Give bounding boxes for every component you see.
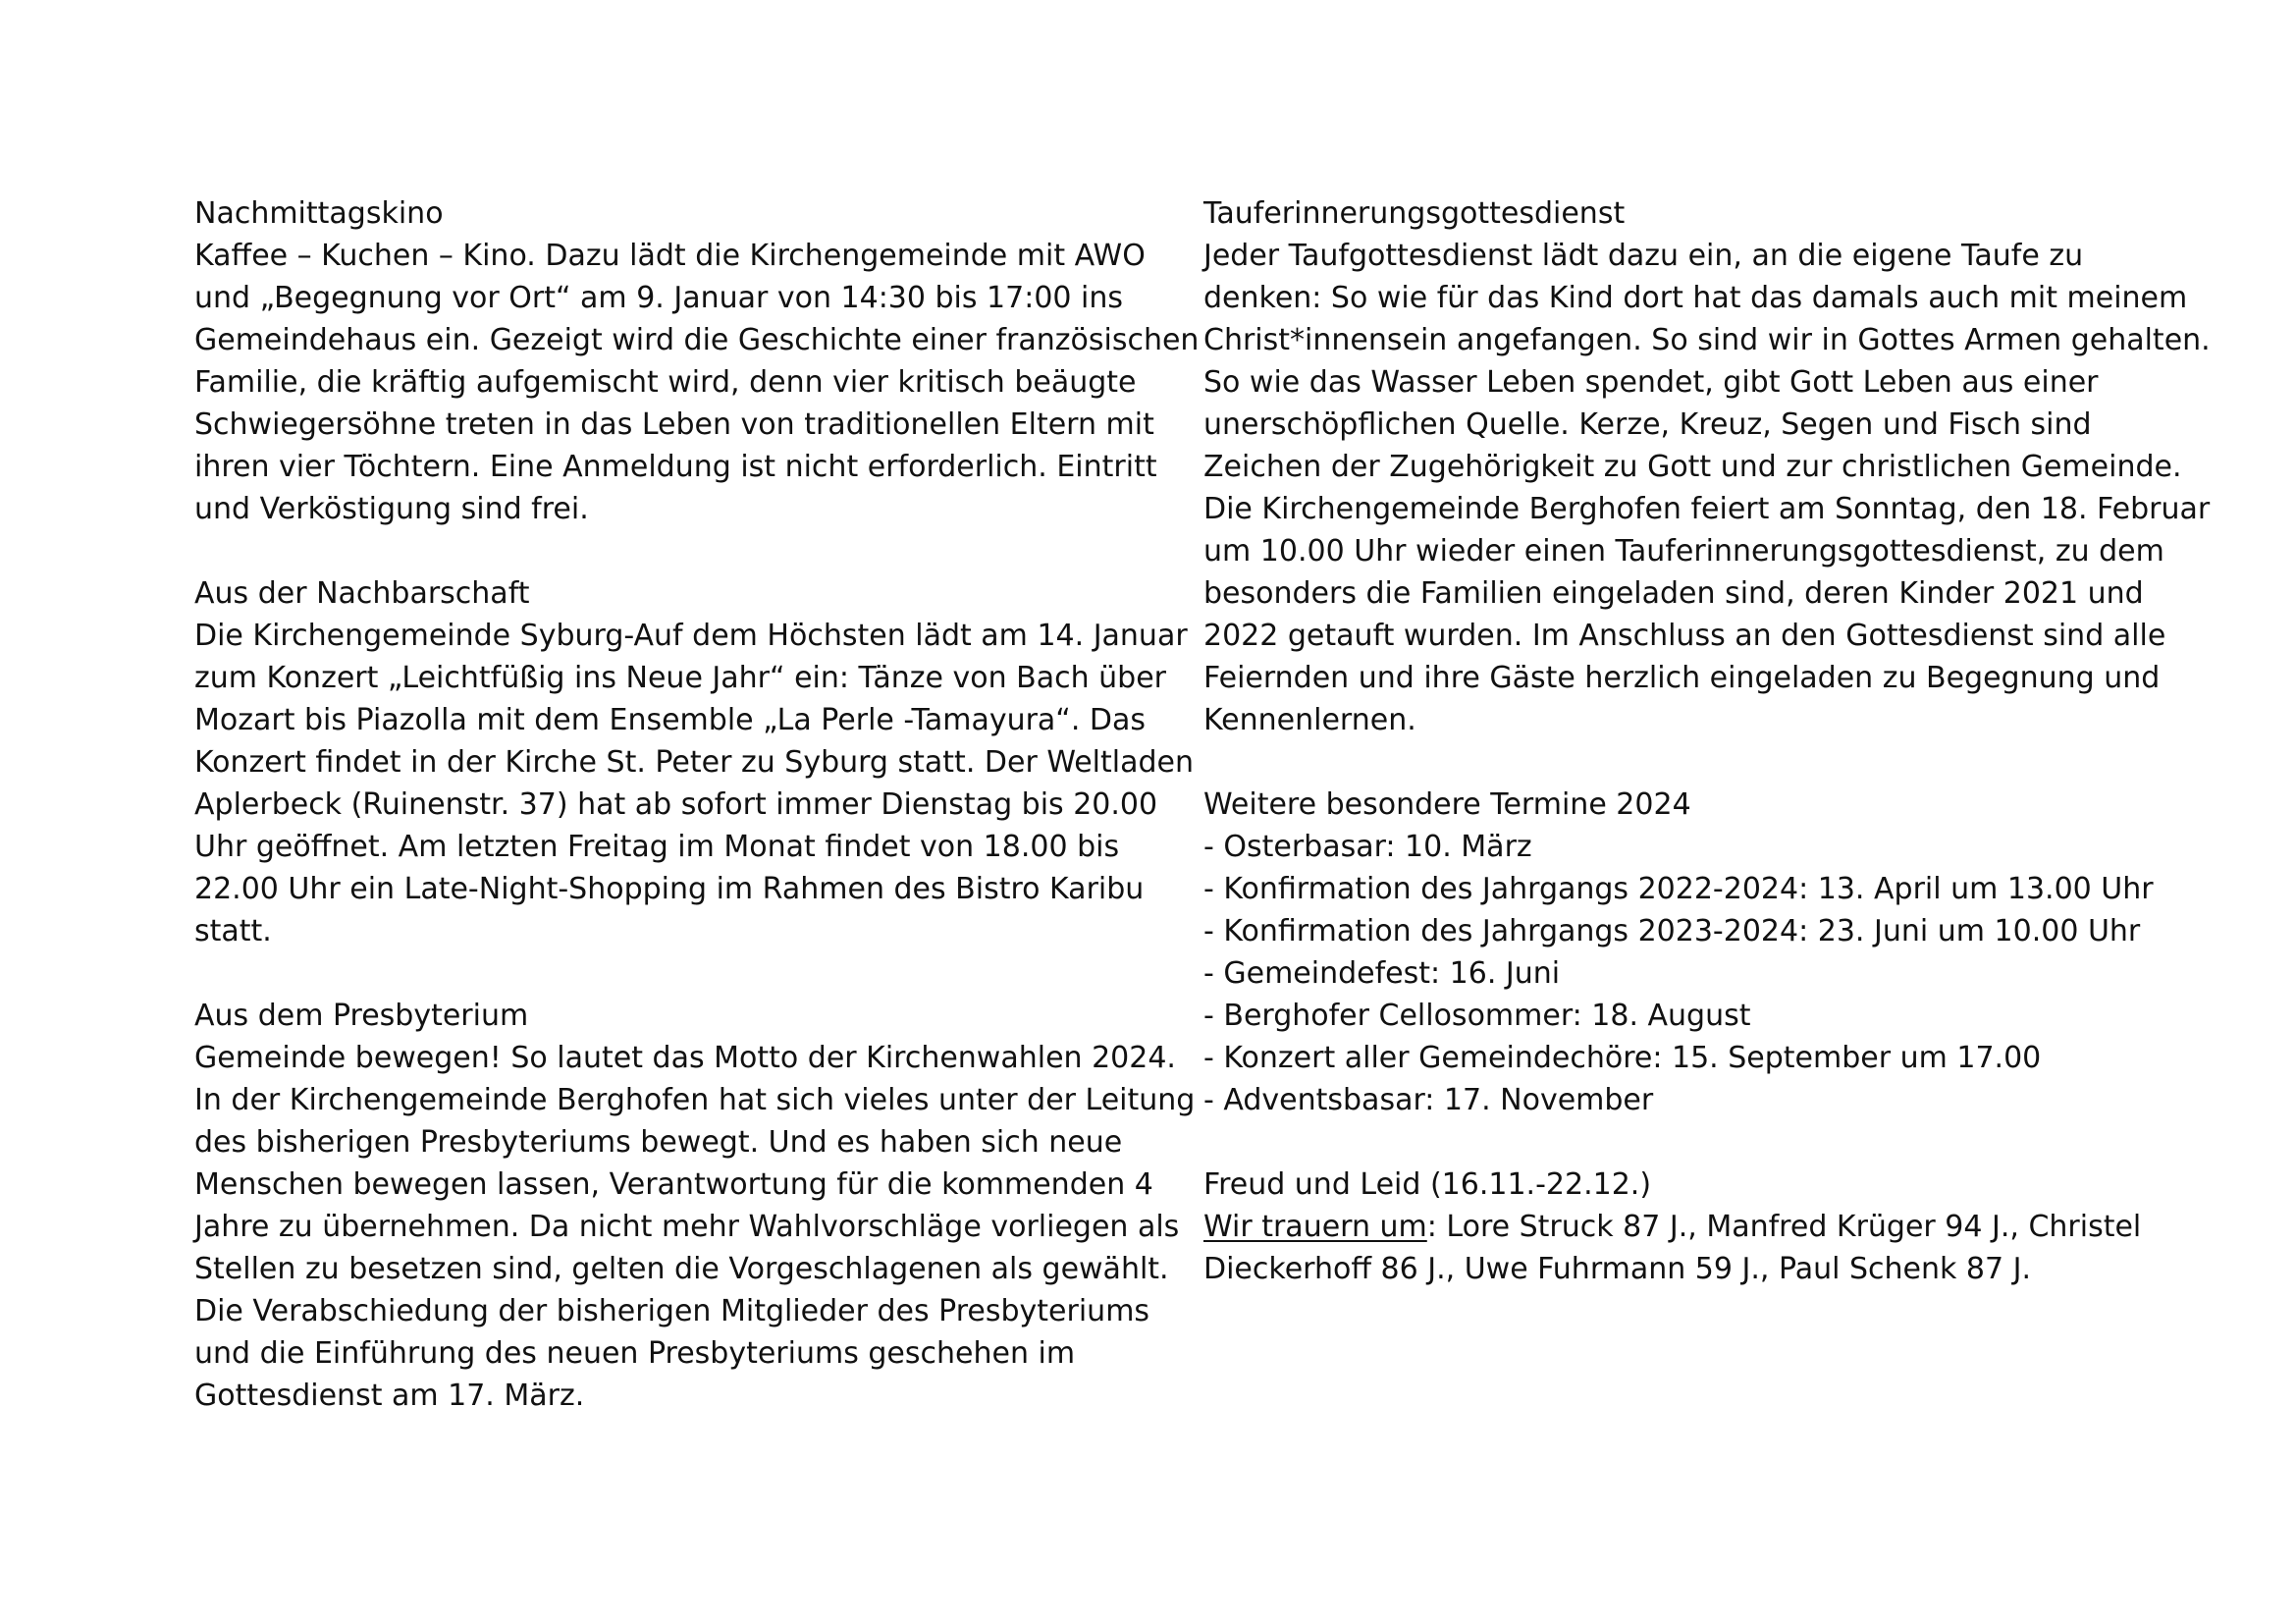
trauer-names-part-1: : Lore Struck 87 J., Manfred Krüger 94 J., Christel	[1426, 1210, 2142, 1244]
paragraph-line: In der Kirchengemeinde Berghofen hat sich vieles unter der Leitung	[194, 1083, 1196, 1117]
paragraph-line: Schwiegersöhne treten in das Leben von traditionellen Eltern mit	[194, 407, 1154, 442]
paragraph-line: zum Konzert „Leichtfüßig ins Neue Jahr“ ein: Tänze von Bach über	[194, 661, 1167, 695]
paragraph-line: Kennenlernen.	[1203, 703, 1416, 737]
paragraph-line: um 10.00 Uhr wieder einen Tauferinnerungsgottesdienst, zu dem	[1203, 534, 2164, 568]
list-item: - Konfirmation des Jahrgangs 2023-2024: 23. Juni um 10.00 Uhr	[1203, 914, 2141, 948]
paragraph-line: denken: So wie für das Kind dort hat das damals auch mit meinem	[1203, 281, 2188, 315]
section-termine-2024	[1203, 784, 2154, 1121]
section-heading: Freud und Leid (16.11.-22.12.)	[1203, 1167, 1652, 1202]
paragraph-line: Die Kirchengemeinde Syburg-Auf dem Höchsten lädt am 14. Januar	[194, 619, 1188, 653]
paragraph-line: Zeichen der Zugehörigkeit zu Gott und zur christlichen Gemeinde.	[1203, 450, 2182, 484]
section-tauferinnerung	[1203, 192, 2211, 741]
paragraph-line: Gemeinde bewegen! So lautet das Motto der Kirchenwahlen 2024.	[194, 1041, 1176, 1075]
section-presbyterium	[194, 995, 1196, 1417]
paragraph-line: Jeder Taufgottesdienst lädt dazu ein, an die eigene Taufe zu	[1203, 239, 2084, 273]
paragraph-line: Die Verabschiedung der bisherigen Mitglieder des Presbyteriums	[194, 1294, 1150, 1328]
section-heading: Aus der Nachbarschaft	[194, 576, 530, 611]
trauer-label: Wir trauern um	[1203, 1210, 1427, 1244]
paragraph-line: Mozart bis Piazolla mit dem Ensemble „La Perle -Tamayura“. Das	[194, 703, 1147, 737]
list-item: - Adventsbasar: 17. November	[1203, 1083, 1654, 1117]
paragraph-line: Uhr geöffnet. Am letzten Freitag im Monat findet von 18.00 bis	[194, 830, 1120, 864]
paragraph-line: Stellen zu besetzen sind, gelten die Vorgeschlagenen als gewählt.	[194, 1252, 1169, 1286]
paragraph-line: Menschen bewegen lassen, Verantwortung für die kommenden 4	[194, 1167, 1153, 1202]
paragraph-line: Familie, die kräftig aufgemischt wird, denn vier kritisch beäugte	[194, 365, 1137, 400]
section-heading: Weitere besondere Termine 2024	[1203, 787, 1691, 822]
paragraph-line: und Verköstigung sind frei.	[194, 492, 589, 526]
paragraph-line: Jahre zu übernehmen. Da nicht mehr Wahlvorschläge vorliegen als	[194, 1210, 1180, 1244]
paragraph-line: Feiernden und ihre Gäste herzlich eingeladen zu Begegnung und	[1203, 661, 2161, 695]
paragraph-line: Konzert findet in der Kirche St. Peter zu Syburg statt. Der Weltladen	[194, 745, 1195, 780]
section-heading: Aus dem Presbyterium	[194, 999, 529, 1033]
paragraph-line: Kaffee – Kuchen – Kino. Dazu lädt die Kirchengemeinde mit AWO	[194, 239, 1146, 273]
paragraph-line: des bisherigen Presbyteriums bewegt. Und es haben sich neue	[194, 1125, 1123, 1160]
left-column	[194, 192, 1200, 1459]
right-column	[1203, 192, 2211, 1332]
trauer-line-2: Dieckerhoff 86 J., Uwe Fuhrmann 59 J., Paul Schenk 87 J.	[1203, 1252, 2032, 1286]
paragraph-line: So wie das Wasser Leben spendet, gibt Gott Leben aus einer	[1203, 365, 2099, 400]
paragraph-line: Aplerbeck (Ruinenstr. 37) hat ab sofort immer Dienstag bis 20.00	[194, 787, 1158, 822]
paragraph-line: 2022 getauft wurden. Im Anschluss an den Gottesdienst sind alle	[1203, 619, 2166, 653]
trauer-line-1	[1203, 1206, 2146, 1248]
paragraph-line: und „Begegnung vor Ort“ am 9. Januar von 14:30 bis 17:00 ins	[194, 281, 1124, 315]
section-nachmittagskino	[194, 192, 1200, 530]
paragraph-line: Gemeindehaus ein. Gezeigt wird die Geschichte einer französischen	[194, 323, 1200, 357]
list-item: - Osterbasar: 10. März	[1203, 830, 1532, 864]
paragraph-line: besonders die Familien eingeladen sind, deren Kinder 2021 und	[1203, 576, 2144, 611]
paragraph-line: Die Kirchengemeinde Berghofen feiert am Sonntag, den 18. Februar	[1203, 492, 2211, 526]
section-freud-und-leid	[1203, 1164, 2146, 1290]
section-nachbarschaft	[194, 572, 1195, 952]
paragraph-line: 22.00 Uhr ein Late-Night-Shopping im Rahmen des Bistro Karibu	[194, 872, 1145, 906]
list-item: - Gemeindefest: 16. Juni	[1203, 956, 1561, 991]
section-heading: Nachmittagskino	[194, 196, 444, 231]
paragraph-line: unerschöpflichen Quelle. Kerze, Kreuz, Segen und Fisch sind	[1203, 407, 2092, 442]
list-item: - Konfirmation des Jahrgangs 2022-2024: 13. April um 13.00 Uhr	[1203, 872, 2154, 906]
paragraph-line: Christ*innensein angefangen. So sind wir in Gottes Armen gehalten.	[1203, 323, 2211, 357]
list-item: - Berghofer Cellosommer: 18. August	[1203, 999, 1751, 1033]
paragraph-line: Gottesdienst am 17. März.	[194, 1379, 585, 1413]
paragraph-line: statt.	[194, 914, 272, 948]
section-heading: Tauferinnerungsgottesdienst	[1203, 196, 1626, 231]
list-item: - Konzert aller Gemeindechöre: 15. September um 17.00	[1203, 1041, 2042, 1075]
paragraph-line: ihren vier Töchtern. Eine Anmeldung ist nicht erforderlich. Eintritt	[194, 450, 1157, 484]
paragraph-line: und die Einführung des neuen Presbyteriums geschehen im	[194, 1336, 1076, 1371]
